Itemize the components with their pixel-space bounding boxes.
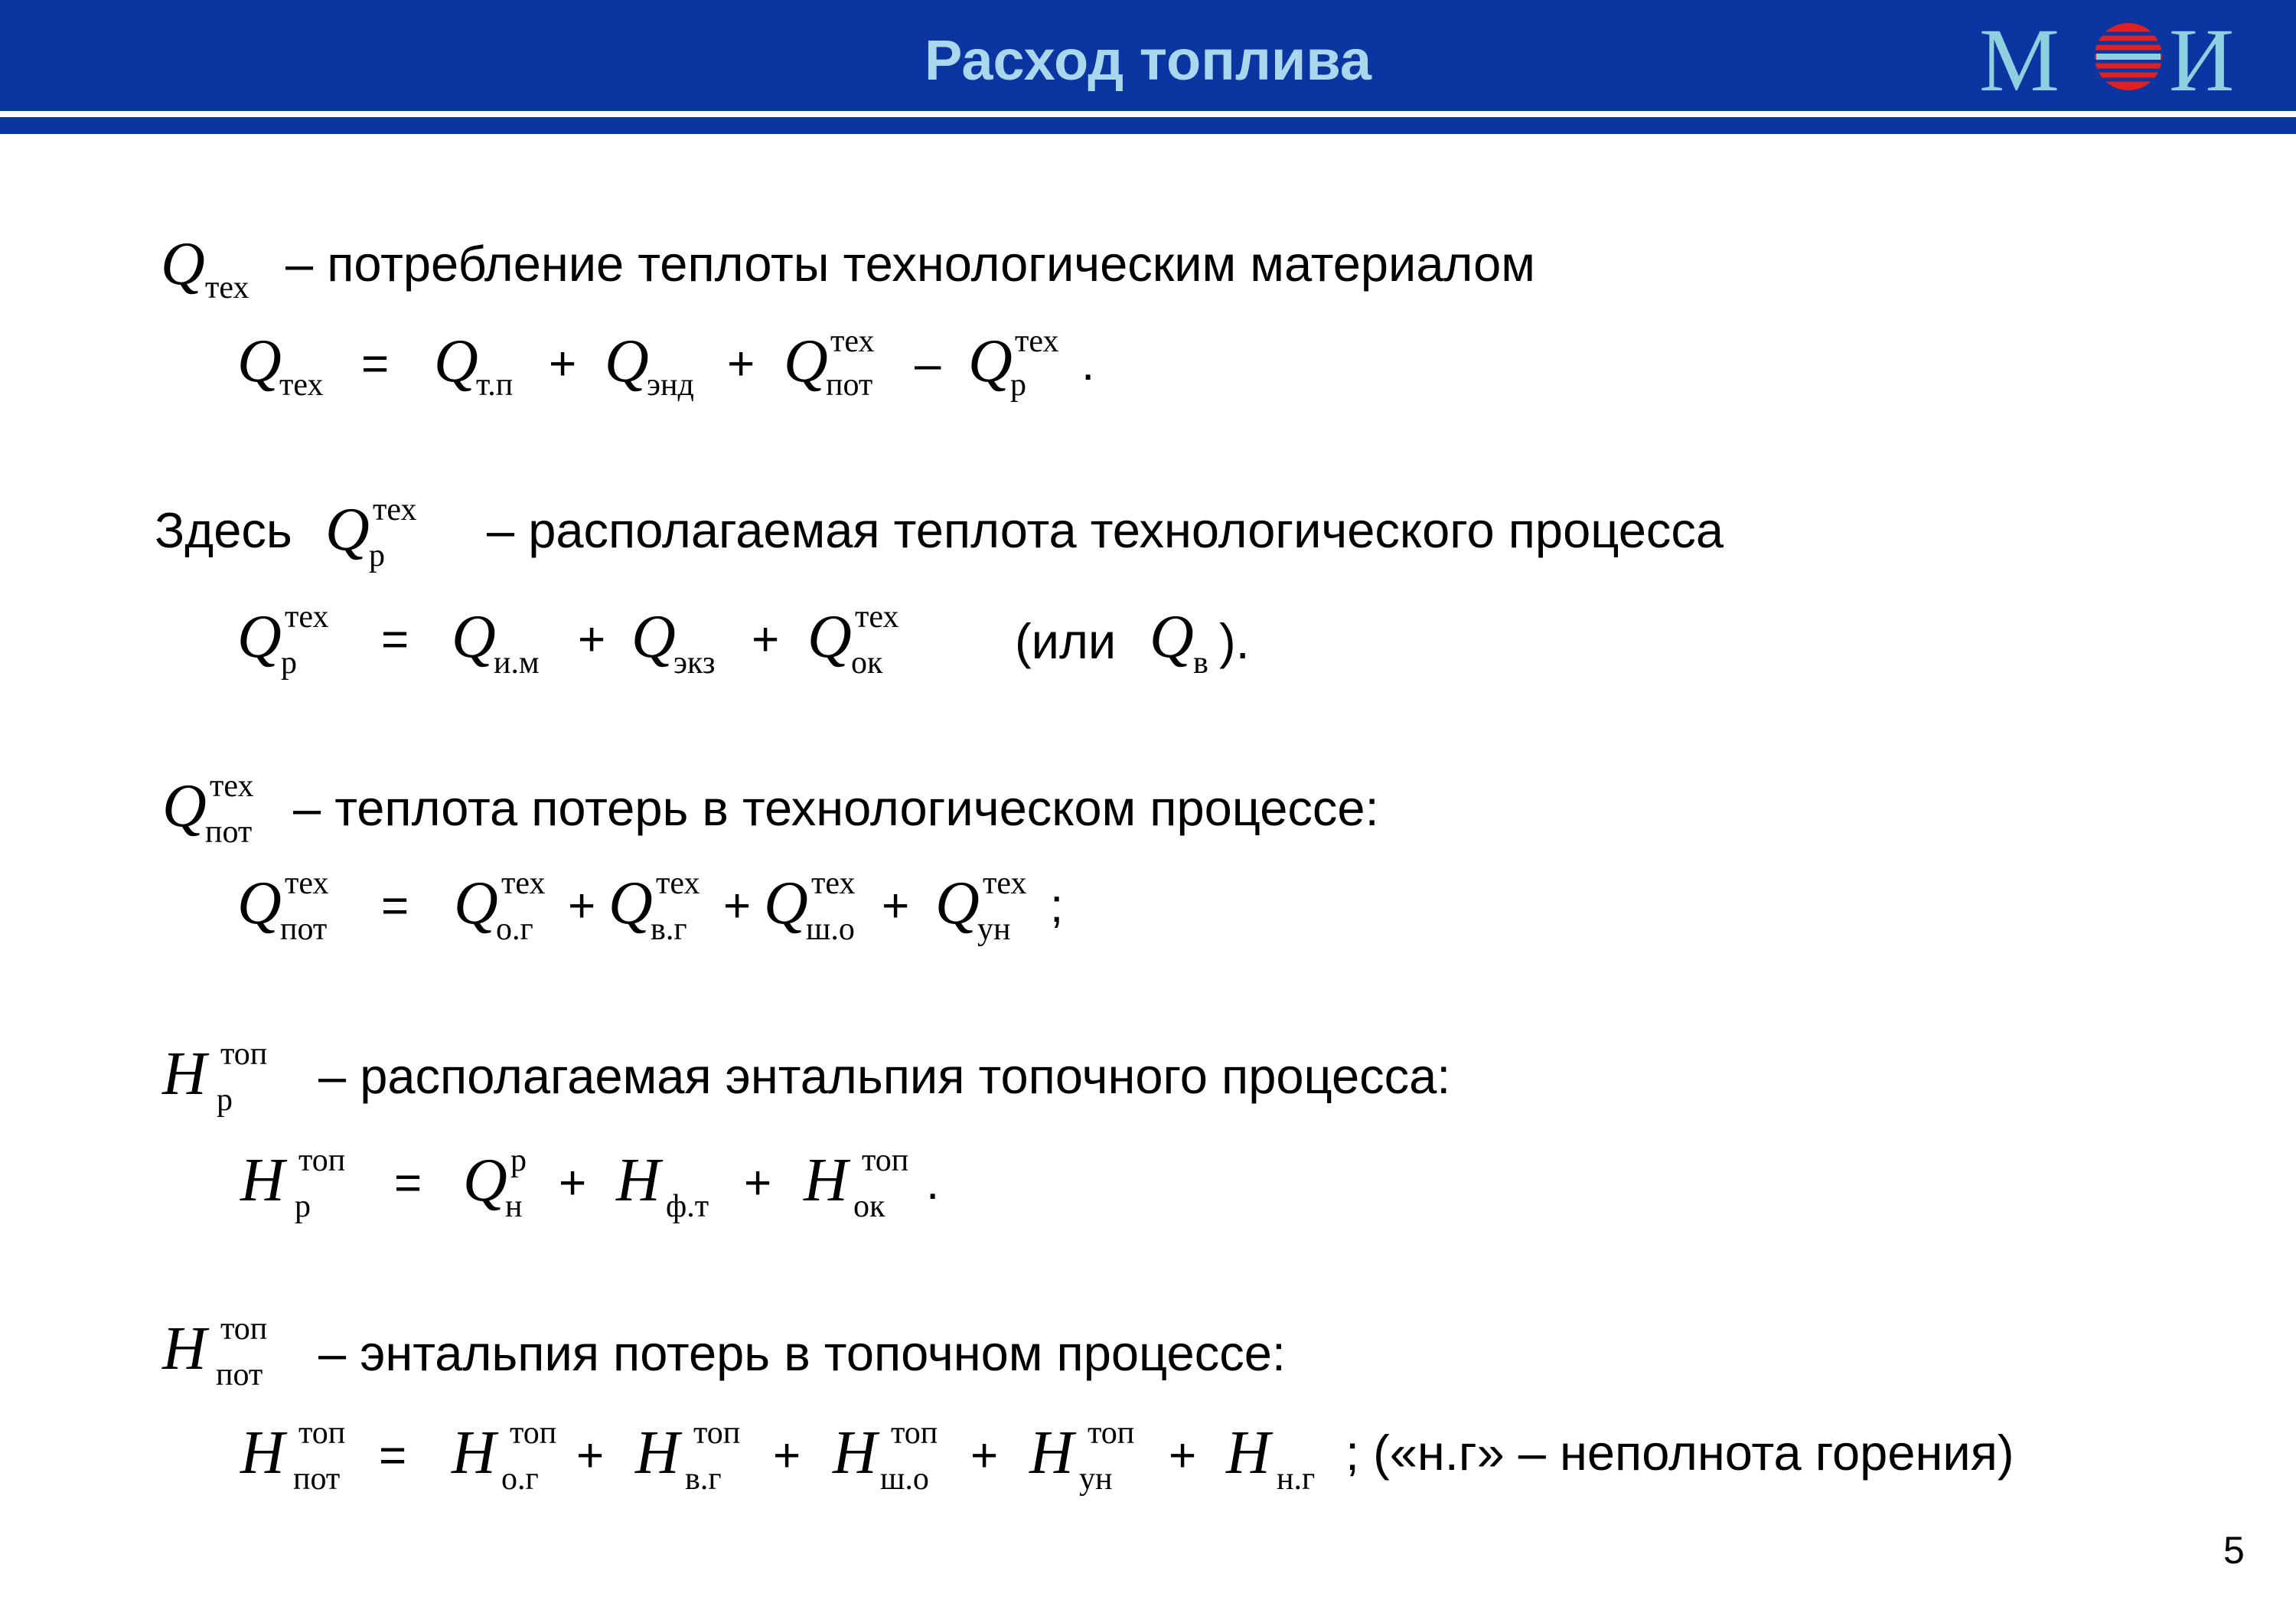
plus-sign: + [723,880,752,932]
plus-sign: + [576,1429,605,1482]
subscript: ш.о [806,912,855,947]
plus-sign: + [882,880,910,932]
superscript: р [510,1143,527,1178]
symbol-h: H [240,1419,285,1487]
alternative-close: ). [1219,613,1250,669]
superscript: тех [285,866,329,901]
superscript: топ [891,1416,938,1451]
plus-sign: + [559,1157,587,1210]
equals-sign: = [379,1429,407,1482]
symbol-h: H [635,1419,680,1487]
superscript: тех [830,324,875,359]
plus-sign: + [970,1429,999,1482]
period: . [1081,338,1095,390]
symbol-q: Q [608,870,653,937]
page-number: 5 [2223,1529,2245,1572]
equals-sign: = [381,880,409,932]
symbol-h: H [804,1147,848,1214]
plus-sign: + [773,1429,801,1482]
header-divider [0,112,2296,117]
symbol-q: Q [452,603,496,671]
alternative-open: (или [1015,613,1117,669]
incomplete-combustion-note: ; («н.г» – неполнота горения) [1345,1425,2014,1481]
symbol-h: H [162,1040,207,1108]
subscript: р [295,1189,311,1224]
section-description: – теплота потерь в технологическом процессе: [293,780,1379,836]
subscript: р [1010,367,1026,403]
symbol-q: Q [237,328,282,395]
subscript: ш.о [880,1461,929,1497]
superscript: топ [693,1416,741,1451]
symbol-q: Q [463,1147,507,1214]
superscript: тех [1015,324,1059,359]
minus-sign: – [915,338,941,390]
subscript: в [1193,645,1208,681]
subscript: ок [851,645,883,681]
header-strip [0,117,2296,134]
subscript: р [281,645,297,681]
section-description: – располагаемая теплота технологического процесса [487,502,1724,558]
section-description: – располагаемая энтальпия топочного процесса: [318,1048,1451,1104]
superscript: топ [510,1416,557,1451]
subscript: т.п [476,367,514,403]
symbol-q: Q [162,772,207,840]
symbol-q: Q [807,603,852,671]
subscript: пот [293,1461,341,1497]
subscript: н.г [1277,1461,1316,1497]
section-description: – энтальпия потерь в топочном процессе: [318,1325,1286,1381]
superscript: тех [210,769,254,804]
symbol-q: Q [434,328,478,395]
superscript: тех [285,599,329,635]
superscript: тех [373,492,417,527]
plus-sign: + [549,338,577,390]
section-description: – потребление теплоты технологическим материалом [285,236,1535,292]
superscript: топ [298,1143,346,1178]
subscript: ун [1079,1461,1113,1497]
equals-sign: = [361,338,390,390]
subscript: ф.т [666,1189,709,1224]
subscript: н [505,1189,523,1224]
subscript: о.г [501,1461,539,1497]
symbol-q: Q [784,328,828,395]
symbol-h: H [240,1147,285,1214]
symbol-h: H [452,1419,496,1487]
subscript: пот [216,1357,263,1393]
symbol-h: H [162,1315,207,1383]
logo-letter-m: М [1979,11,2060,101]
symbol-q: Q [454,870,498,937]
symbol-q: Q [161,230,205,298]
subscript: и.м [494,645,540,681]
plus-sign: + [752,613,780,666]
symbol-q: Q [1150,603,1194,671]
equals-sign: = [394,1157,422,1210]
subscript: пот [280,912,328,947]
subscript: пот [205,815,253,850]
superscript: топ [298,1416,346,1451]
symbol-h: H [1029,1419,1074,1487]
slide-title: Расход топлива [924,28,1372,92]
superscript: тех [656,866,700,901]
prefix-zdes: Здесь [155,502,292,558]
superscript: тех [855,599,899,635]
superscript: тех [983,866,1027,901]
symbol-q: Q [968,328,1013,395]
subscript: ун [977,912,1011,947]
subscript: тех [279,367,324,403]
subscript: р [217,1083,233,1118]
subscript: ок [853,1189,885,1224]
superscript: топ [862,1143,909,1178]
subscript: о.г [496,912,533,947]
superscript: топ [1088,1416,1135,1451]
symbol-q: Q [631,603,676,671]
symbol-q: Q [237,870,282,937]
symbol-q: Q [935,870,980,937]
symbol-h: H [616,1147,660,1214]
period: . [926,1157,940,1210]
semicolon: ; [1050,880,1064,932]
symbol-q: Q [237,603,282,671]
mei-logo [1979,11,2262,101]
subscript: экз [673,645,716,681]
symbol-q: Q [605,328,649,395]
plus-sign: + [1169,1429,1197,1482]
subscript: пот [826,367,873,403]
subscript: в.г [651,912,687,947]
subscript: р [369,538,385,573]
plus-sign: + [744,1157,772,1210]
superscript: тех [501,866,546,901]
symbol-h: H [833,1419,877,1487]
subscript: тех [205,270,249,305]
symbol-q: Q [325,496,370,563]
symbol-q: Q [764,870,808,937]
plus-sign: + [727,338,755,390]
superscript: тех [811,866,856,901]
subscript: энд [647,367,694,403]
plus-sign: + [568,880,596,932]
plus-sign: + [578,613,606,666]
superscript: топ [220,1311,268,1347]
symbol-h: H [1226,1419,1270,1487]
subscript: в.г [685,1461,722,1497]
equals-sign: = [381,613,409,666]
logo-sun-mark [2092,23,2165,90]
logo-letter-i: И [2169,11,2235,101]
superscript: топ [220,1037,268,1072]
